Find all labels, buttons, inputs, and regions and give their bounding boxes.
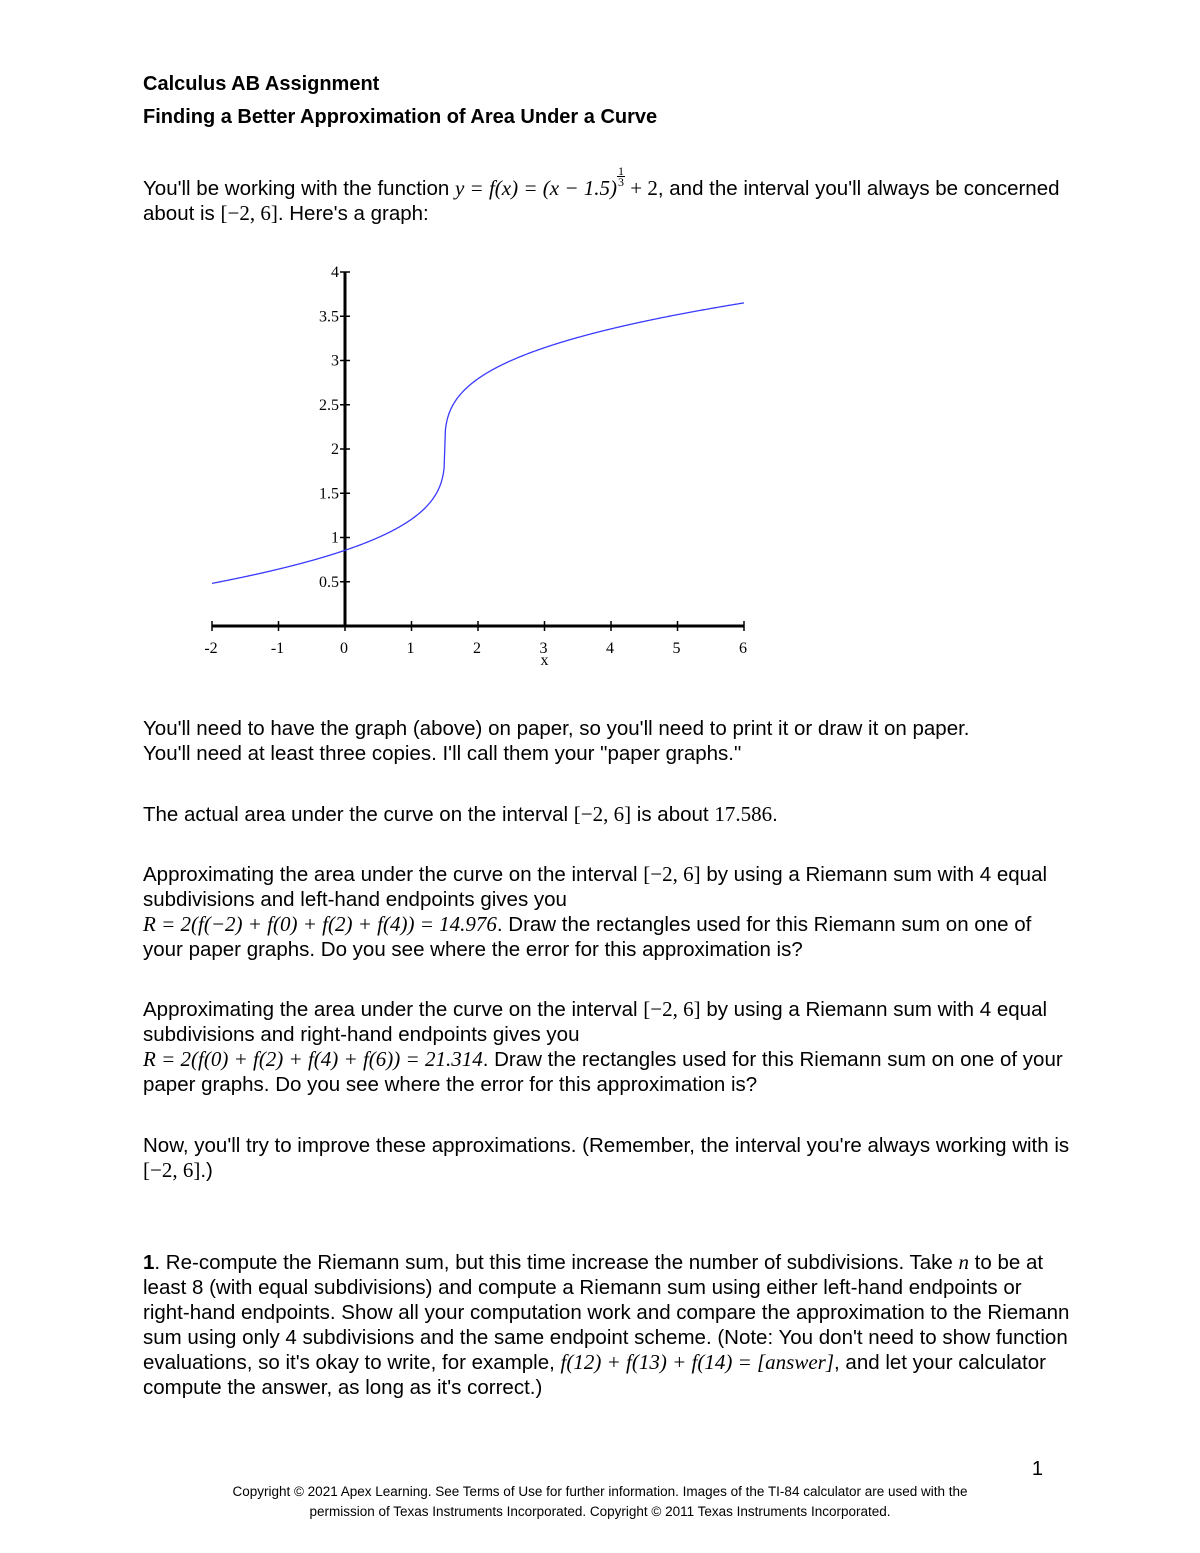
improve-text-1: Now, you'll try to improve these approximations. (Remember, the interval you're always working with is bbox=[143, 1134, 1070, 1157]
exponent-numerator: 1 bbox=[618, 164, 625, 178]
question-text-2: to be at least 8 (with equal subdivisions) and compute a Riemann sum using either left-hand endpoints or right-hand endpoints. Show all your computation work and compare the approximation to the Riemann sum using only 4 subdivisions and the same endpoint scheme. (Note: You don't need to show function evaluations, so it's okay to write, for example, bbox=[143, 1251, 1070, 1374]
question-n: n bbox=[958, 1250, 969, 1274]
copyright-line-2: permission of Texas Instruments Incorporated. Copyright © 2011 Texas Instruments Incorporated. bbox=[309, 1504, 891, 1519]
right-sum-interval: [−2, 6] bbox=[643, 997, 701, 1021]
right-sum-text-3: . Draw the rectangles used for this Riemann sum on one of your paper graphs. Do you see where the error for this approximation is? bbox=[143, 1048, 1063, 1096]
improve-interval: [−2, 6] bbox=[143, 1158, 201, 1182]
y-tick-label: 3 bbox=[331, 352, 339, 370]
course-title: Calculus AB Assignment bbox=[143, 73, 380, 95]
function-lhs: y = f(x) = (x − 1.5) bbox=[454, 176, 618, 200]
x-tick-label: 6 bbox=[739, 640, 747, 657]
improve-paragraph bbox=[143, 1133, 1073, 1183]
right-sum-text-1: Approximating the area under the curve on the interval bbox=[143, 998, 644, 1021]
actual-area-text-3: . bbox=[772, 803, 778, 826]
y-tick-label: 3.5 bbox=[319, 308, 339, 326]
actual-area-interval: [−2, 6] bbox=[573, 802, 632, 826]
right-sum-formula: R = 2(f(0) + f(2) + f(4) + f(6)) = 21.314 bbox=[143, 1047, 483, 1071]
intro-text-3: . Here's a graph: bbox=[277, 202, 429, 225]
x-axis-label: x bbox=[540, 652, 549, 669]
right-sum-paragraph bbox=[143, 997, 1073, 1097]
exponent-denominator: 3 bbox=[618, 175, 625, 189]
x-tick-label: 0 bbox=[340, 640, 348, 657]
question-number: 1 bbox=[143, 1251, 155, 1274]
paper-graphs-paragraph bbox=[143, 716, 1073, 766]
question-text-1: . Re-compute the Riemann sum, but this time increase the number of subdivisions. Take bbox=[154, 1251, 959, 1274]
x-tick-label: -1 bbox=[270, 640, 285, 657]
question-example: f(12) + f(13) + f(14) = [answer] bbox=[560, 1350, 835, 1374]
x-tick-label: 1 bbox=[406, 640, 415, 657]
improve-text-2: .) bbox=[200, 1159, 213, 1182]
question-text-3: , and let your calculator compute the answer, as long as it's correct.) bbox=[143, 1351, 1046, 1399]
intro-interval: [−2, 6] bbox=[220, 201, 278, 225]
actual-area-value: 17.586 bbox=[714, 802, 773, 826]
left-sum-formula: R = 2(f(−2) + f(0) + f(2) + f(4)) = 14.976 bbox=[143, 912, 497, 936]
copyright-footer bbox=[0, 1482, 1200, 1522]
y-tick-label: 0.5 bbox=[319, 573, 339, 591]
intro-text-1: You'll be working with the function bbox=[143, 177, 455, 200]
left-sum-text-1: Approximating the area under the curve on the interval bbox=[143, 863, 644, 886]
left-sum-paragraph bbox=[143, 862, 1073, 962]
copyright-line-1: Copyright © 2021 Apex Learning. See Terms of Use for further information. Images of the TI-84 calculator are used with the bbox=[232, 1484, 968, 1499]
left-sum-text-3: . Draw the rectangles used for this Riemann sum on one of your paper graphs. Do you see where the error for this approximation is? bbox=[143, 913, 1032, 961]
graph-ticks bbox=[204, 264, 747, 657]
left-sum-interval: [−2, 6] bbox=[643, 862, 701, 886]
y-tick-label: 4 bbox=[331, 264, 339, 281]
right-sum-text-2: by using a Riemann sum with 4 equal subdivisions and right-hand endpoints gives you bbox=[143, 998, 1048, 1046]
page-number: 1 bbox=[1031, 1458, 1043, 1480]
x-tick-label: 5 bbox=[672, 640, 681, 657]
paper-graphs-line-1: You'll need to have the graph (above) on paper, so you'll need to print it or draw it on paper. bbox=[143, 717, 970, 740]
y-tick-label: 1 bbox=[331, 529, 339, 547]
graph-axes bbox=[212, 272, 744, 626]
function-graph bbox=[0, 0, 1200, 700]
actual-area-paragraph bbox=[143, 802, 1073, 827]
left-sum-text-2: by using a Riemann sum with 4 equal subdivisions and left-hand endpoints gives you bbox=[143, 863, 1048, 911]
x-tick-label: 2 bbox=[473, 640, 481, 657]
x-tick-label: 3 bbox=[539, 640, 548, 657]
function-rhs: + 2 bbox=[625, 176, 658, 200]
actual-area-text-2: is about bbox=[631, 803, 715, 826]
x-tick-label: 4 bbox=[606, 640, 614, 657]
actual-area-text-1: The actual area under the curve on the interval bbox=[143, 803, 574, 826]
question-1 bbox=[143, 1250, 1073, 1400]
intro-text-2: , and the interval you'll always be concerned about is bbox=[143, 177, 1060, 225]
y-tick-label: 2.5 bbox=[319, 396, 339, 414]
y-tick-label: 2 bbox=[331, 441, 339, 458]
y-tick-label: 1.5 bbox=[319, 485, 339, 503]
x-tick-label: -2 bbox=[204, 640, 218, 657]
paper-graphs-line-2: You'll need at least three copies. I'll call them your "paper graphs." bbox=[143, 742, 742, 765]
assignment-title: Finding a Better Approximation of Area Under a Curve bbox=[143, 106, 658, 128]
function-curve bbox=[212, 303, 744, 583]
